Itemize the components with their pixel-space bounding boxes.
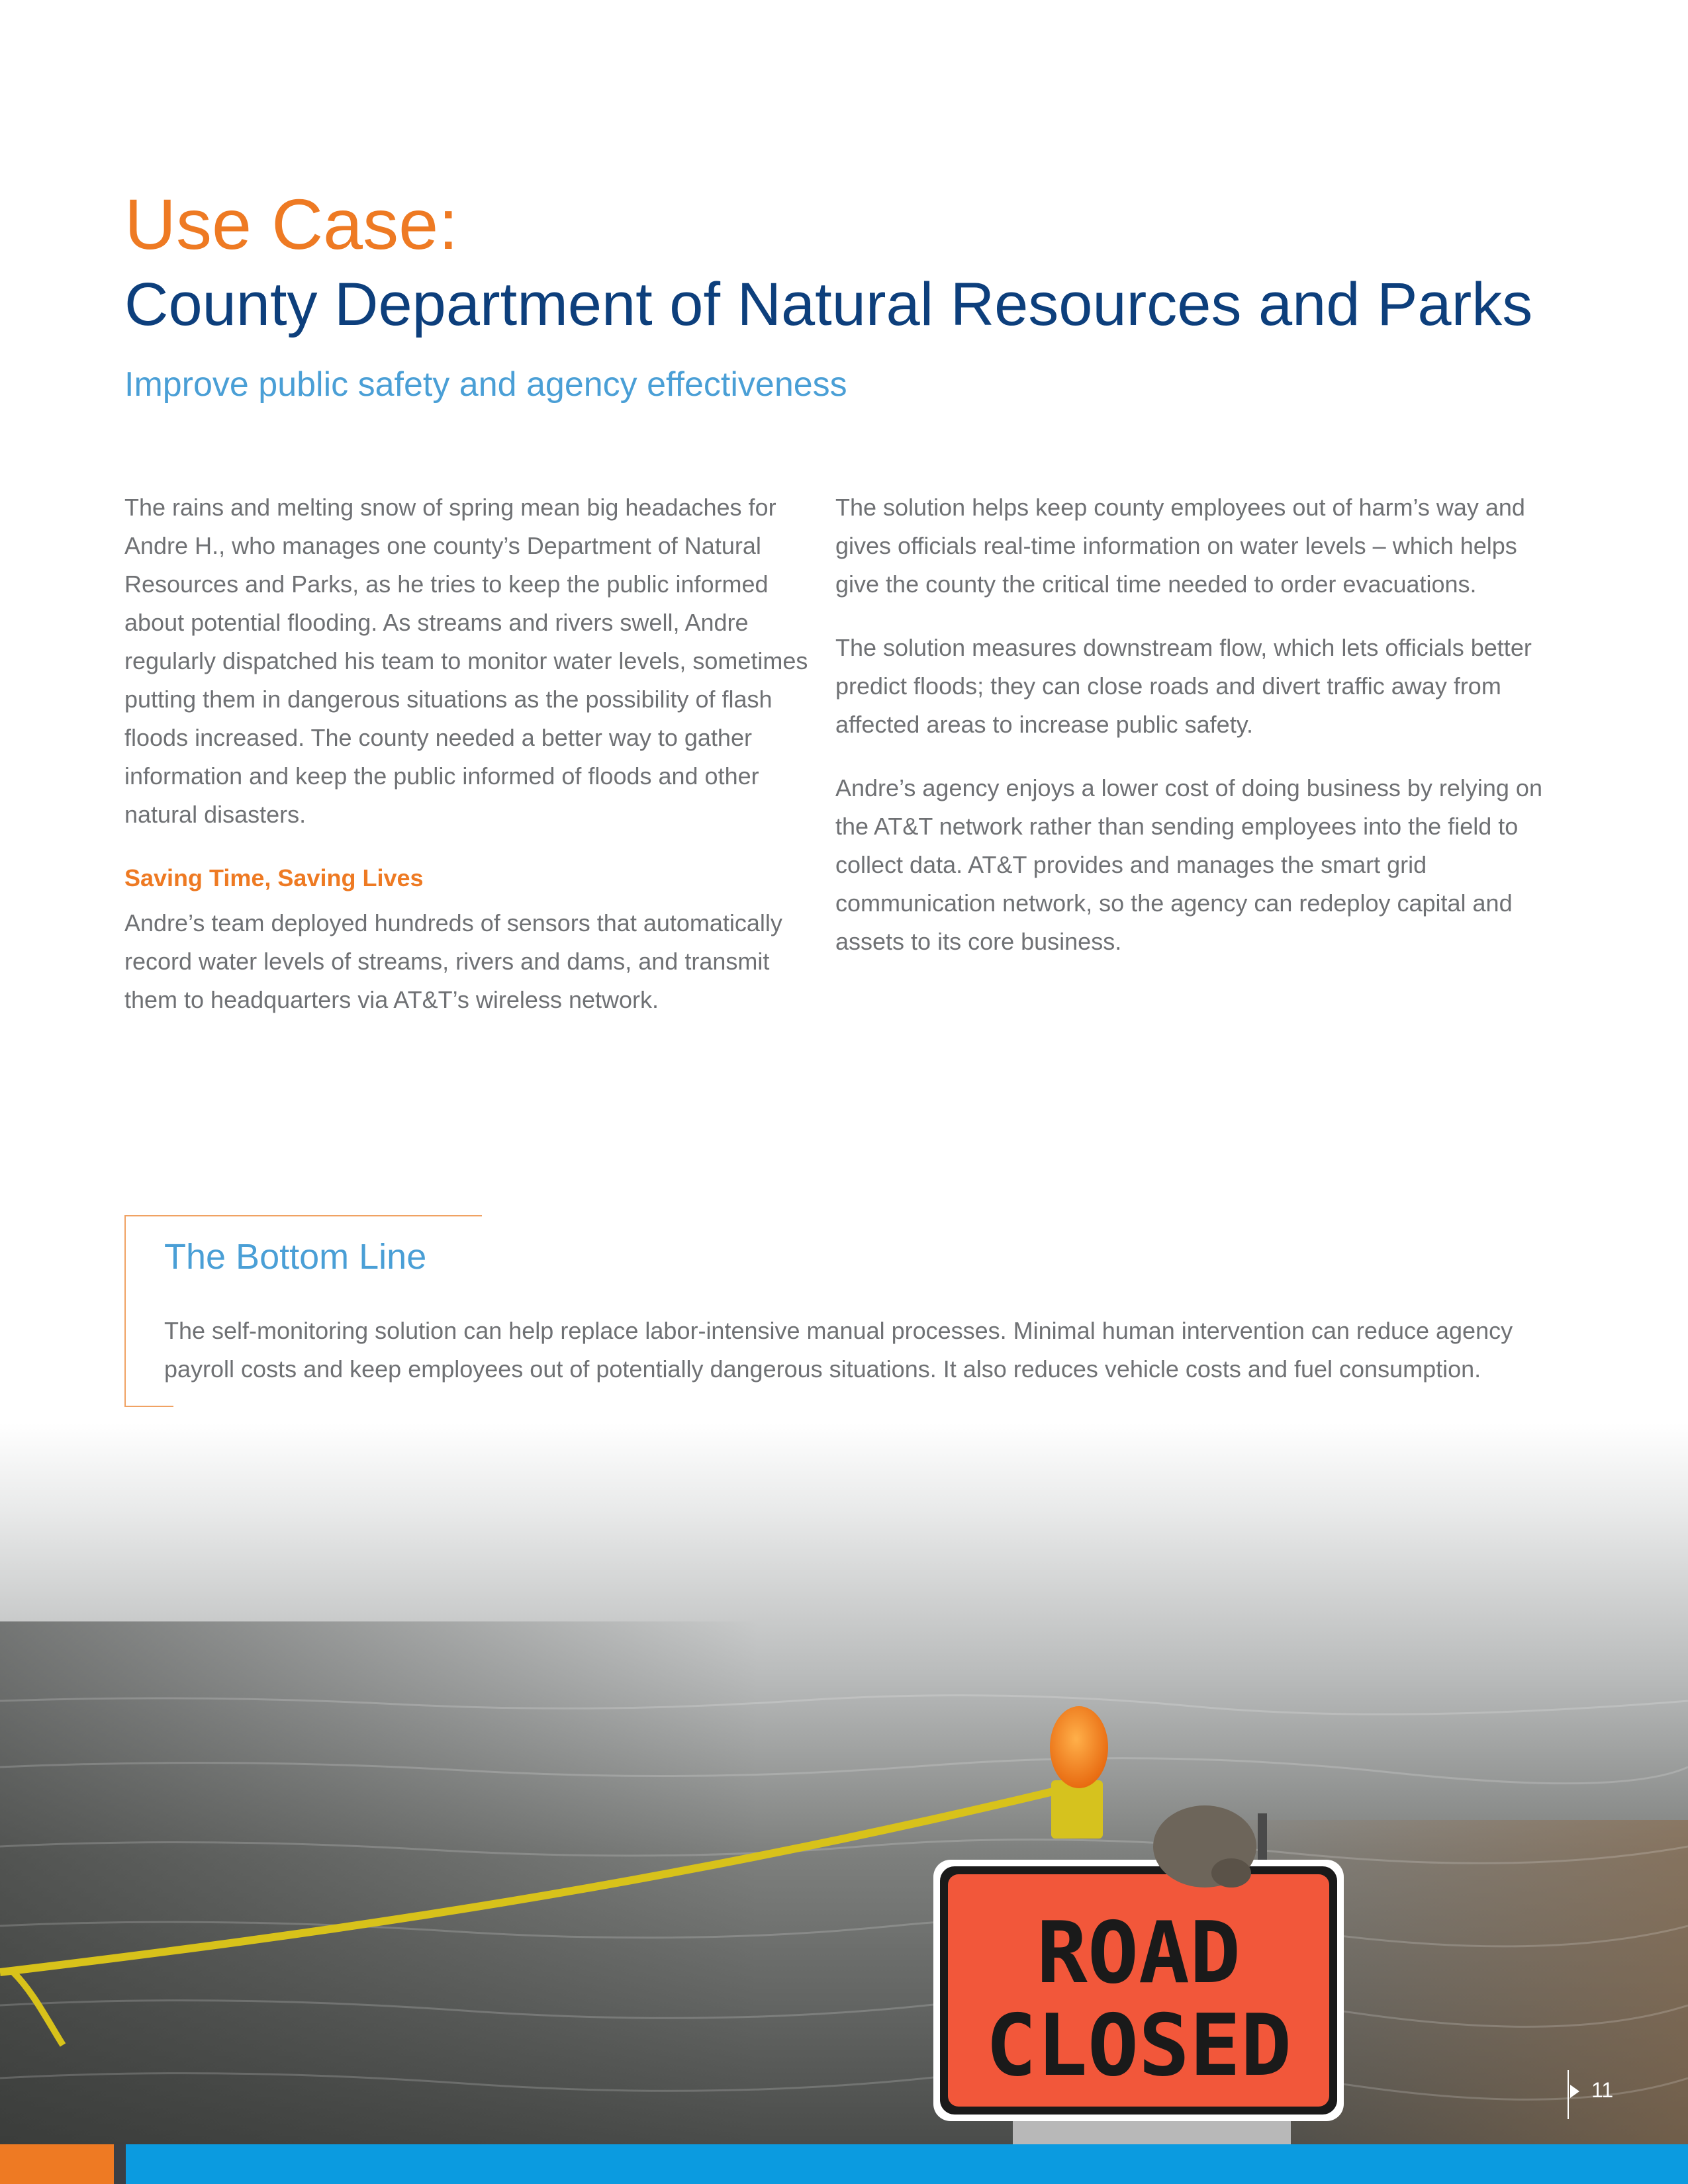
right-paragraph-3: Andre’s agency enjoys a lower cost of doing business by relying on the AT&T network rather than sending employees into the field to collect data. AT&T provides and manages the smart grid communication network, so the agency can redeploy capital and assets to its core business.: [835, 774, 1542, 955]
bottom-line-border-left: [124, 1215, 126, 1407]
footer-blue-bar: [126, 2144, 1688, 2184]
sandbag-knot: [1211, 1858, 1251, 1888]
left-paragraph-2: Andre’s team deployed hundreds of sensors that automatically record water levels of streams, rivers and dams, and transmit them to headquarters via AT&T’s wireless network.: [124, 909, 782, 1013]
left-column: [124, 488, 820, 1044]
bottom-line-text: The self-monitoring solution can help replace labor-intensive manual processes. Minimal human intervention can reduce agency payroll costs and keep employees out of potentially dangerous situations. It also reduces vehicle costs and fuel consumption.: [164, 1317, 1513, 1383]
footer-photo-strip: [114, 2144, 126, 2184]
use-case-label: Use Case:: [124, 184, 459, 264]
sign-text-closed: CLOSED: [985, 1997, 1292, 2095]
page-subtitle: Improve public safety and agency effectiveness: [124, 365, 847, 404]
bottom-line-border-bottom: [124, 1406, 173, 1407]
bottom-line-title: The Bottom Line: [164, 1237, 427, 1277]
lamp-base: [1051, 1780, 1103, 1839]
page-number-divider: [1568, 2070, 1569, 2119]
warning-lamp: [1050, 1706, 1108, 1788]
flood-photo: [0, 1423, 1688, 2144]
section-subhead: Saving Time, Saving Lives: [124, 864, 424, 891]
road-closed-sign: [933, 1860, 1344, 2121]
page-title: County Department of Natural Resources and Parks: [124, 271, 1533, 338]
right-paragraph-2: The solution measures downstream flow, which lets officials better predict floods; they can close roads and divert traffic away from affected areas to increase public safety.: [835, 634, 1532, 738]
page-number: 11: [1591, 2078, 1614, 2102]
page-arrow-icon: [1570, 2085, 1579, 2098]
sign-text-road: ROAD: [1036, 1904, 1241, 2003]
left-paragraph-1: The rains and melting snow of spring mean big headaches for Andre H., who manages one county’s Department of Natural Resources and Parks, as he tries to keep the public informed about potential flooding. As streams and rivers swell, Andre regularly dispatched his team to monitor water levels, sometimes putting them in dangerous situations as the possibility of flash floods increased. The county needed a better way to gather information and keep the public informed of floods and other natural disasters.: [124, 494, 808, 828]
bottom-line-border-top: [124, 1215, 482, 1216]
right-column: [835, 488, 1550, 986]
footer-orange-block: [0, 2144, 114, 2184]
right-paragraph-1: The solution helps keep county employees out of harm’s way and gives officials real-time information on water levels – which helps give the county the critical time needed to order evacuations.: [835, 494, 1525, 598]
